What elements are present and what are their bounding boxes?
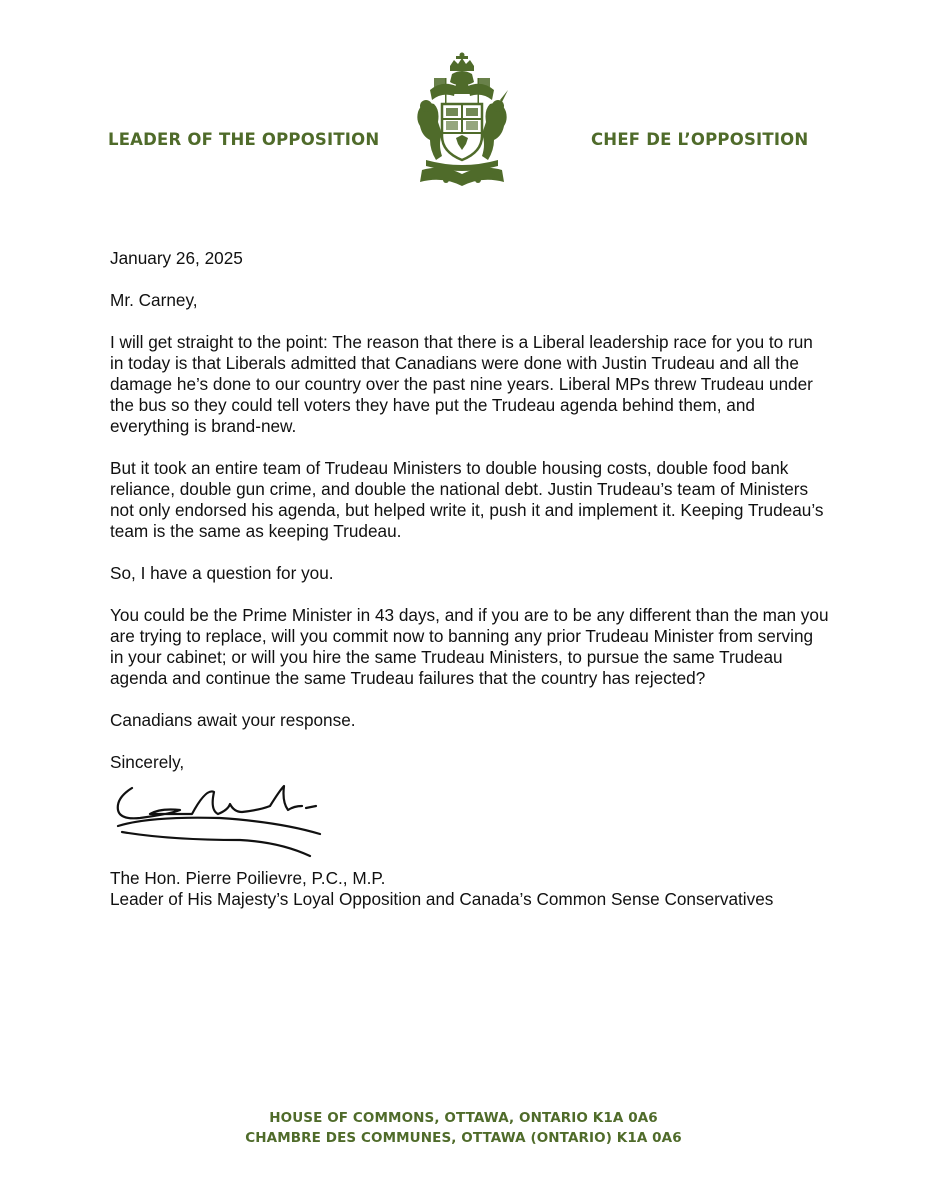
- letter-closing: Sincerely,: [110, 752, 185, 772]
- signature-block: [110, 868, 773, 910]
- signer-name: The Hon. Pierre Poilievre, P.C., M.P.: [110, 868, 386, 888]
- footer-address-french: CHAMBRE DES COMMUNES, OTTAWA (ONTARIO) K1A 0A6: [245, 1130, 682, 1146]
- letter-paragraph: I will get straight to the point: The reason that there is a Liberal leadership race for you to run in today is that Liberals admitted that Canadians were done with Justin Trudeau and all the damage he’s done to our country over the past nine years. Liberal MPs threw Trudeau under the bus so they could tell voters they have put the Trudeau agenda behind them, and everything is brand-new.: [110, 332, 813, 436]
- footer-address-english: HOUSE OF COMMONS, OTTAWA, ONTARIO K1A 0A6: [269, 1110, 658, 1126]
- letter-body: [110, 248, 830, 773]
- letter-paragraph: But it took an entire team of Trudeau Ministers to double housing costs, double food bank reliance, double gun crime, and double the national debt. Justin Trudeau’s team of Ministers not only endorsed his agenda, but helped write it, push it and implement it. Keeping Trudeau’s team is the same as keeping Trudeau.: [110, 458, 824, 541]
- letter-paragraph: Canadians await your response.: [110, 710, 356, 730]
- letter-date: January 26, 2025: [110, 248, 243, 268]
- header-title-french: CHEF DE L’OPPOSITION: [591, 130, 809, 149]
- letter-paragraph: You could be the Prime Minister in 43 days, and if you are to be any different than the man you are trying to replace, will you commit now to banning any prior Trudeau Minister from serving in your cabinet; or will you hire the same Trudeau Ministers, to pursue the same Trudeau agenda and continue the same Trudeau failures that the country has rejected?: [110, 605, 829, 688]
- letter-salutation: Mr. Carney,: [110, 290, 198, 310]
- handwritten-signature: [110, 780, 410, 865]
- coat-of-arms-icon: [412, 52, 512, 190]
- signer-title: Leader of His Majesty’s Loyal Opposition and Canada’s Common Sense Conservatives: [110, 889, 774, 909]
- header-title-english: LEADER OF THE OPPOSITION: [108, 130, 380, 149]
- letter-paragraph: So, I have a question for you.: [110, 563, 334, 583]
